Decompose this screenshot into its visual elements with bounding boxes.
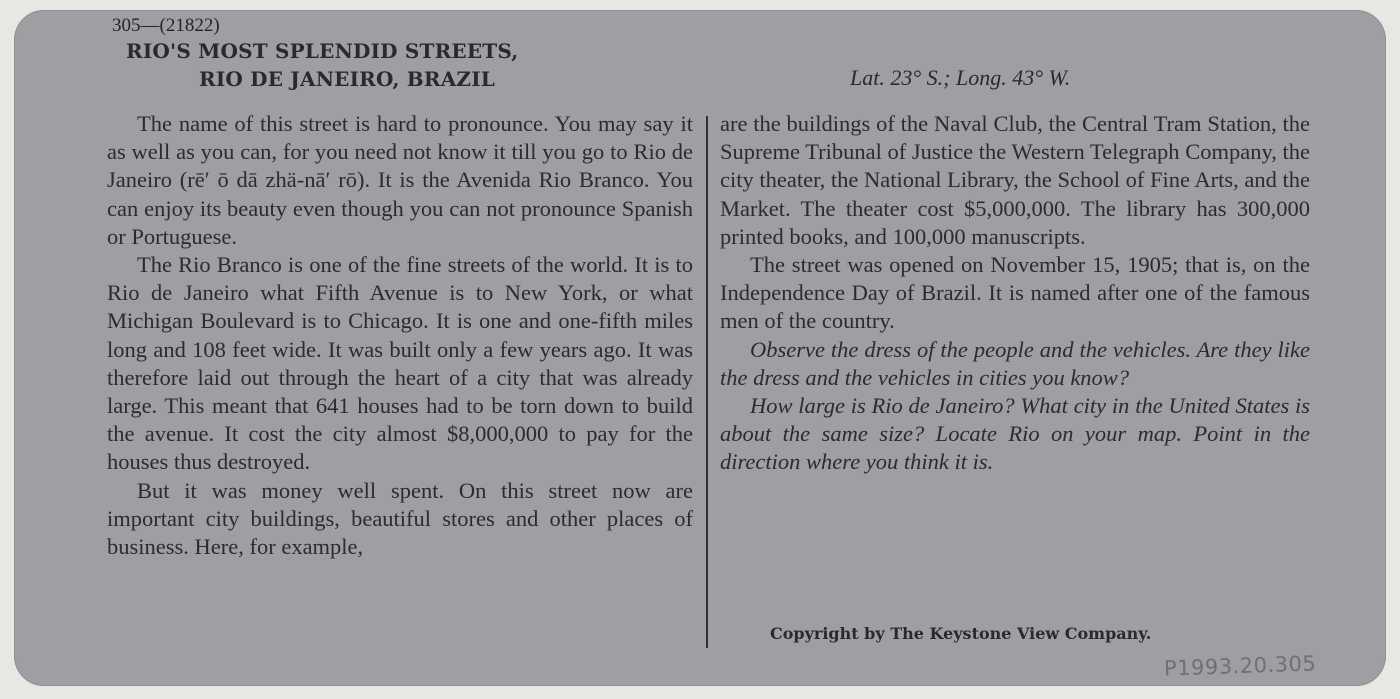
accession-number: P1993.20.305: [1163, 651, 1317, 681]
paragraph-money-spent: But it was money well spent. On this street now are important city buildings, beautiful stores and other places of business. Here, for example,: [107, 477, 693, 560]
right-text-column: [720, 110, 1310, 477]
card-title: [126, 37, 518, 93]
question-dress: Observe the dress of the people and the vehicles. Are they like the dress and the vehicles in cities you know?: [720, 336, 1310, 390]
paragraph-opened: The street was opened on November 15, 1905; that is, on the Independence Day of Brazil. It is named after one of the famous men of the country.: [720, 252, 1310, 334]
stereoview-card-back: [14, 10, 1386, 686]
question-size: How large is Rio de Janeiro? What city in the United States is about the same size? Locate Rio on your map. Point in the direction where you think it is.: [720, 393, 1310, 475]
paragraph-buildings: are the buildings of the Naval Club, the Central Tram Station, the Supreme Tribunal of Justice the Western Telegraph Company, the city theater, the National Library, the School of Fine Arts, and the Market. The theater cost $5,000,000. The library has 300,000 printed books, and 100,000 manuscripts.: [720, 111, 1310, 249]
paragraph-rio-branco: The Rio Branco is one of the fine streets of the world. It is to Rio de Janeiro what Fifth Avenue is to New York, or what Michigan Boulevard is to Chicago. It is one and one-fifth miles long and 108 feet wide. It was built only a few years ago. It was therefore laid out through the heart of a city that was already large. This meant that 641 houses had to be torn down to build the avenue. It cost the city almost $8,000,000 to pay for the houses thus destroyed.: [107, 252, 693, 475]
paragraph-pronunciation: The name of this street is hard to pronounce. You may say it as well as you can, for you need not know it till you go to Rio de Janeiro (rē′ ō dā zhä-nā′ rō). It is the Avenida Rio Branco. You can enjoy its beauty even though you can not pronounce Spanish or Portuguese.: [107, 111, 693, 249]
catalog-number: 305—(21822): [112, 15, 220, 36]
column-divider: [706, 116, 708, 648]
title-line-1: RIO'S MOST SPLENDID STREETS,: [126, 39, 519, 63]
coordinates: Lat. 23° S.; Long. 43° W.: [850, 65, 1071, 90]
left-text-column: [107, 110, 693, 561]
copyright-line: Copyright by The Keystone View Company.: [770, 624, 1152, 643]
title-line-2: RIO DE JANEIRO, BRAZIL: [199, 67, 496, 91]
